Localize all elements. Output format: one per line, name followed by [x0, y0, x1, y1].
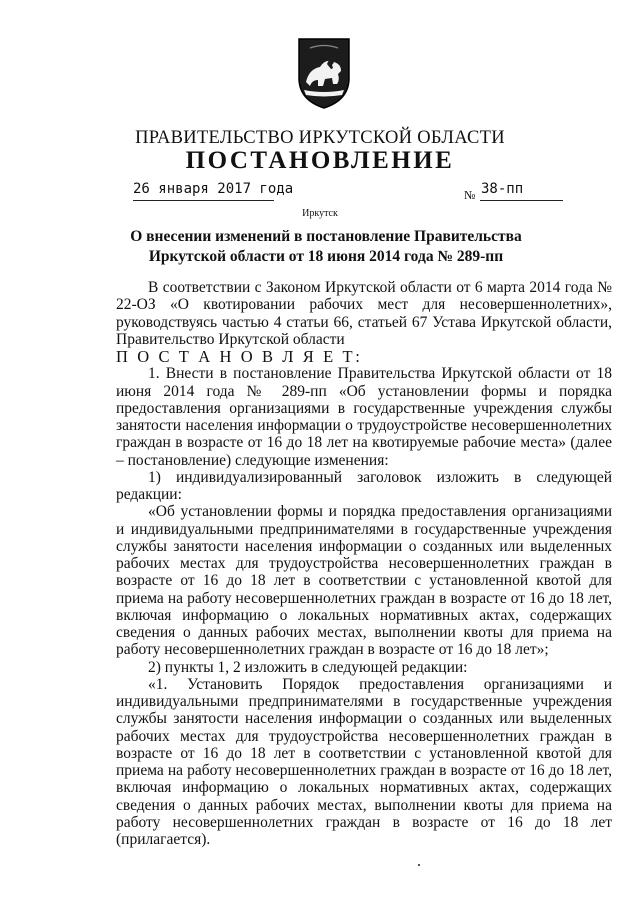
date-underline	[133, 200, 274, 201]
preamble-paragraph: В соответствии с Законом Иркутской области от 6 марта 2014 года № 22-ОЗ «О квотировании рабочих мест для несовершеннолетних», руководствуясь частью 4 статьи 66, статьей 67 Устава Иркутской области, Правительство Иркутской области	[116, 279, 612, 348]
document-date: 26 января 2017 года	[133, 181, 294, 197]
number-underline	[480, 200, 563, 201]
item-1-paragraph: 1. Внести в постановление Правительства Иркутской области от 18 июня 2014 года № 289-пп «Об установлении формы и порядка предоставления организациями в государственные учреждения службы занятости населения информации о трудоустройстве несовершеннолетних граждан в возрасте от 16 до 18 лет на квотируемые рабочие места» (далее – постановление) следующие изменения:	[116, 365, 612, 469]
document-subject: О внесении изменений в постановление Правительства Иркутской области от 18 июня 2014 года № 289-пп	[130, 228, 522, 265]
document-number: 38-пп	[481, 181, 524, 197]
subitem-2-paragraph: 2) пункты 1, 2 изложить в следующей редакции:	[148, 658, 468, 676]
city-name: Иркутск	[302, 208, 338, 219]
number-sign: №	[464, 188, 476, 202]
document-type: ПОСТАНОВЛЕНИЕ	[185, 147, 455, 174]
scan-speck	[418, 864, 420, 866]
document-body	[116, 279, 612, 848]
coat-of-arms-icon	[296, 36, 352, 110]
decrees-heading: П О С Т А Н О В Л Я Е Т:	[116, 347, 363, 366]
quote-2-paragraph: «1. Установить Порядок предоставления организациями и индивидуальными предпринимателями в государственные учреждения службы занятости населения информации о созданных или выделенных рабочих местах для трудоустройства несовершеннолетних граждан в возрасте от 16 до 18 лет в соответствии с установленной квотой для приема на работу несовершеннолетних граждан в возрасте от 16 до 18 лет, включая информацию о локальных нормативных актах, содержащих сведения о данных рабочих местах, выполнении квоты для приема на работу несовершеннолетних граждан в возрасте от 16 до 18 лет (прилагается).	[116, 675, 612, 848]
quote-1-paragraph: «Об установлении формы и порядка предоставления организациями и индивидуальными предпринимателями в государственные учреждения службы занятости населения информации о созданных или выделенных рабочих местах для трудоустройства несовершеннолетних граждан в возрасте от 16 до 18 лет в соответствии с установленной квотой для приема на работу несовершеннолетних граждан в возрасте от 16 до 18 лет, включая информацию о локальных нормативных актах, содержащих сведения о данных рабочих местах, выполнении квоты для приема на работу несовершеннолетних граждан в возрасте от 16 до 18 лет»;	[116, 503, 612, 659]
government-name: ПРАВИТЕЛЬСТВО ИРКУТСКОЙ ОБЛАСТИ	[135, 128, 505, 148]
subitem-1-paragraph: 1) индивидуализированный заголовок изложить в следующей редакции:	[116, 468, 612, 503]
